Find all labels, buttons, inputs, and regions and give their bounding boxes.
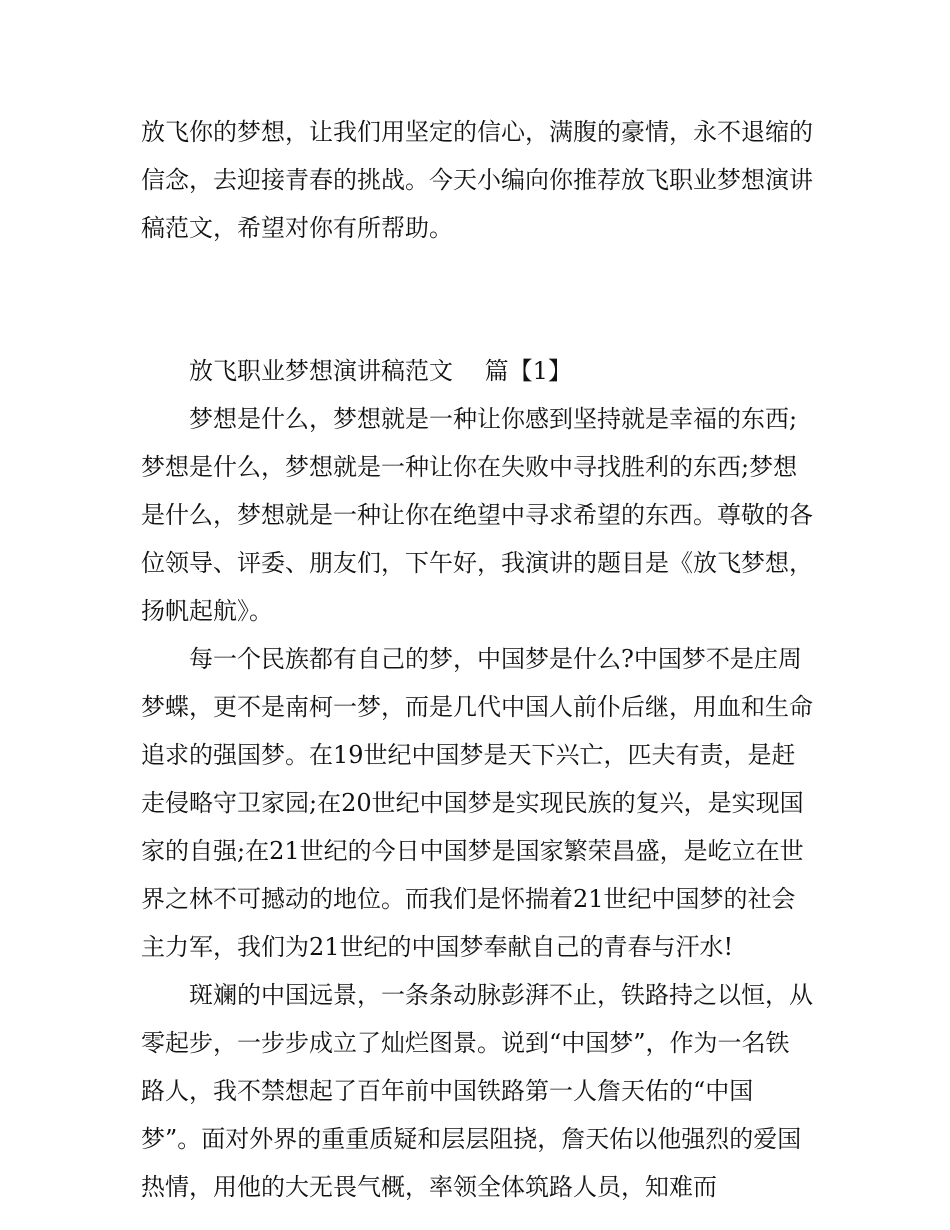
- body-paragraph-3: 斑斓的中国远景，一条条动脉彭湃不止，铁路持之以恒，从零起步，一步步成立了灿烂图景。说到“中国梦”，作为一名铁路人，我不禁想起了百年前中国铁路第一人詹天佑的“中国梦”。面对外界的重重质疑和层层阻挠，詹天佑以他强烈的爱国热情，用他的大无畏气概，率领全体筑路人员，知难而: [141, 981, 813, 1201]
- body-paragraph-1: 梦想是什么，梦想就是一种让你感到坚持就是幸福的东西;梦想是什么，梦想就是一种让你在失败中寻找胜利的东西;梦想是什么，梦想就是一种让你在绝望中寻求希望的东西。尊敬的各位领导、评委、朋友们，下午好，我演讲的题目是《放飞梦想，扬帆起航》。: [141, 405, 813, 625]
- section-spacer: [141, 252, 813, 347]
- intro-paragraph: 放飞你的梦想，让我们用坚定的信心，满腹的豪情，永不退缩的信念，去迎接青春的挑战。今天小编向你推荐放飞职业梦想演讲稿范文，希望对你有所帮助。: [141, 118, 813, 242]
- document-page: [141, 108, 813, 1211]
- body-paragraph-2: 每一个民族都有自己的梦，中国梦是什么?中国梦不是庄周梦蝶，更不是南柯一梦，而是几代中国人前仆后继，用血和生命追求的强国梦。在19世纪中国梦是天下兴亡，匹夫有责，是赶走侵略守卫家园;在20世纪中国梦是实现民族的复兴，是实现国家的自强;在21世纪的今日中国梦是国家繁荣昌盛，是屹立在世界之林不可撼动的地位。而我们是怀揣着21世纪中国梦的社会主力军，我们为21世纪的中国梦奉献自己的青春与汗水!: [141, 645, 813, 961]
- section-heading: 放飞职业梦想演讲稿范文 篇【1】: [189, 357, 572, 385]
